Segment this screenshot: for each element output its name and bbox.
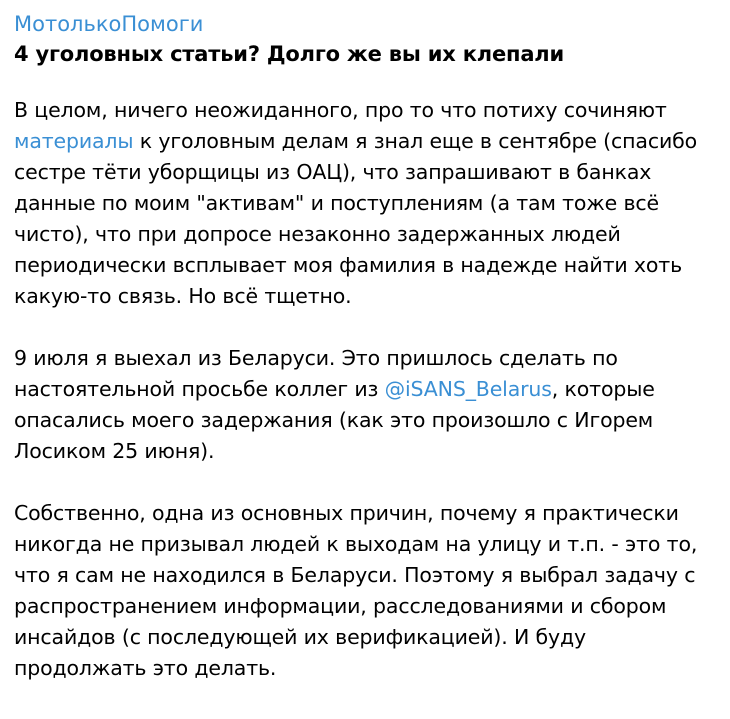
paragraph-line: В целом, ничего неожиданного, про то что потиху сочиняют — [14, 98, 667, 122]
paragraph-line: Собственно, одна из основных причин, почему я практически — [14, 501, 679, 525]
paragraph-1 — [14, 95, 718, 312]
channel-name[interactable]: МотолькоПомоги — [14, 12, 204, 36]
line-text: настоятельной просьбе коллег из — [14, 377, 385, 401]
paragraph-3 — [14, 498, 718, 684]
paragraph-line: распространением информации, расследованиями и сбором — [14, 594, 667, 618]
paragraph-line: 9 июля я выехал из Беларуси. Это пришлось сделать по — [14, 346, 618, 370]
paragraph-line: сестре тёти уборщицы из ОАЦ), что запрашивают в банках — [14, 160, 652, 184]
line-text: к уголовным делам я знал еще в сентябре (спасибо — [133, 129, 697, 153]
materials-link[interactable]: материалы — [14, 129, 134, 153]
paragraph-line: какую-то связь. Но всё тщетно. — [14, 284, 352, 308]
paragraph-line: периодически всплывает моя фамилия в надежде найти хоть — [14, 253, 683, 277]
paragraph-line: данные по моим "активам" и поступлениям (а там тоже всё — [14, 191, 659, 215]
paragraph-line: инсайдов (с последующей их верификацией). И буду — [14, 625, 587, 649]
paragraph-2 — [14, 343, 718, 467]
paragraph-line: опасались моего задержания (как это произошло с Игорем — [14, 408, 654, 432]
isans-belarus-mention-link[interactable]: @iSANS_Belarus — [384, 377, 552, 401]
paragraph-line: чисто), что при допросе незаконно задержанных людей — [14, 222, 621, 246]
paragraph-line: никогда не призывал людей к выходам на улицу и т.п. - это то, — [14, 532, 698, 556]
paragraph-line: продолжать это делать. — [14, 656, 277, 680]
post-title: 4 уголовных статьи? Долго же вы их клепали — [14, 42, 564, 66]
line-text: , которые — [551, 377, 655, 401]
paragraph-line — [14, 374, 718, 405]
paragraph-line — [14, 126, 718, 157]
paragraph-line: Лосиком 25 июня). — [14, 439, 215, 463]
paragraph-line: что я сам не находился в Беларуси. Поэтому я выбрал задачу с — [14, 563, 696, 587]
